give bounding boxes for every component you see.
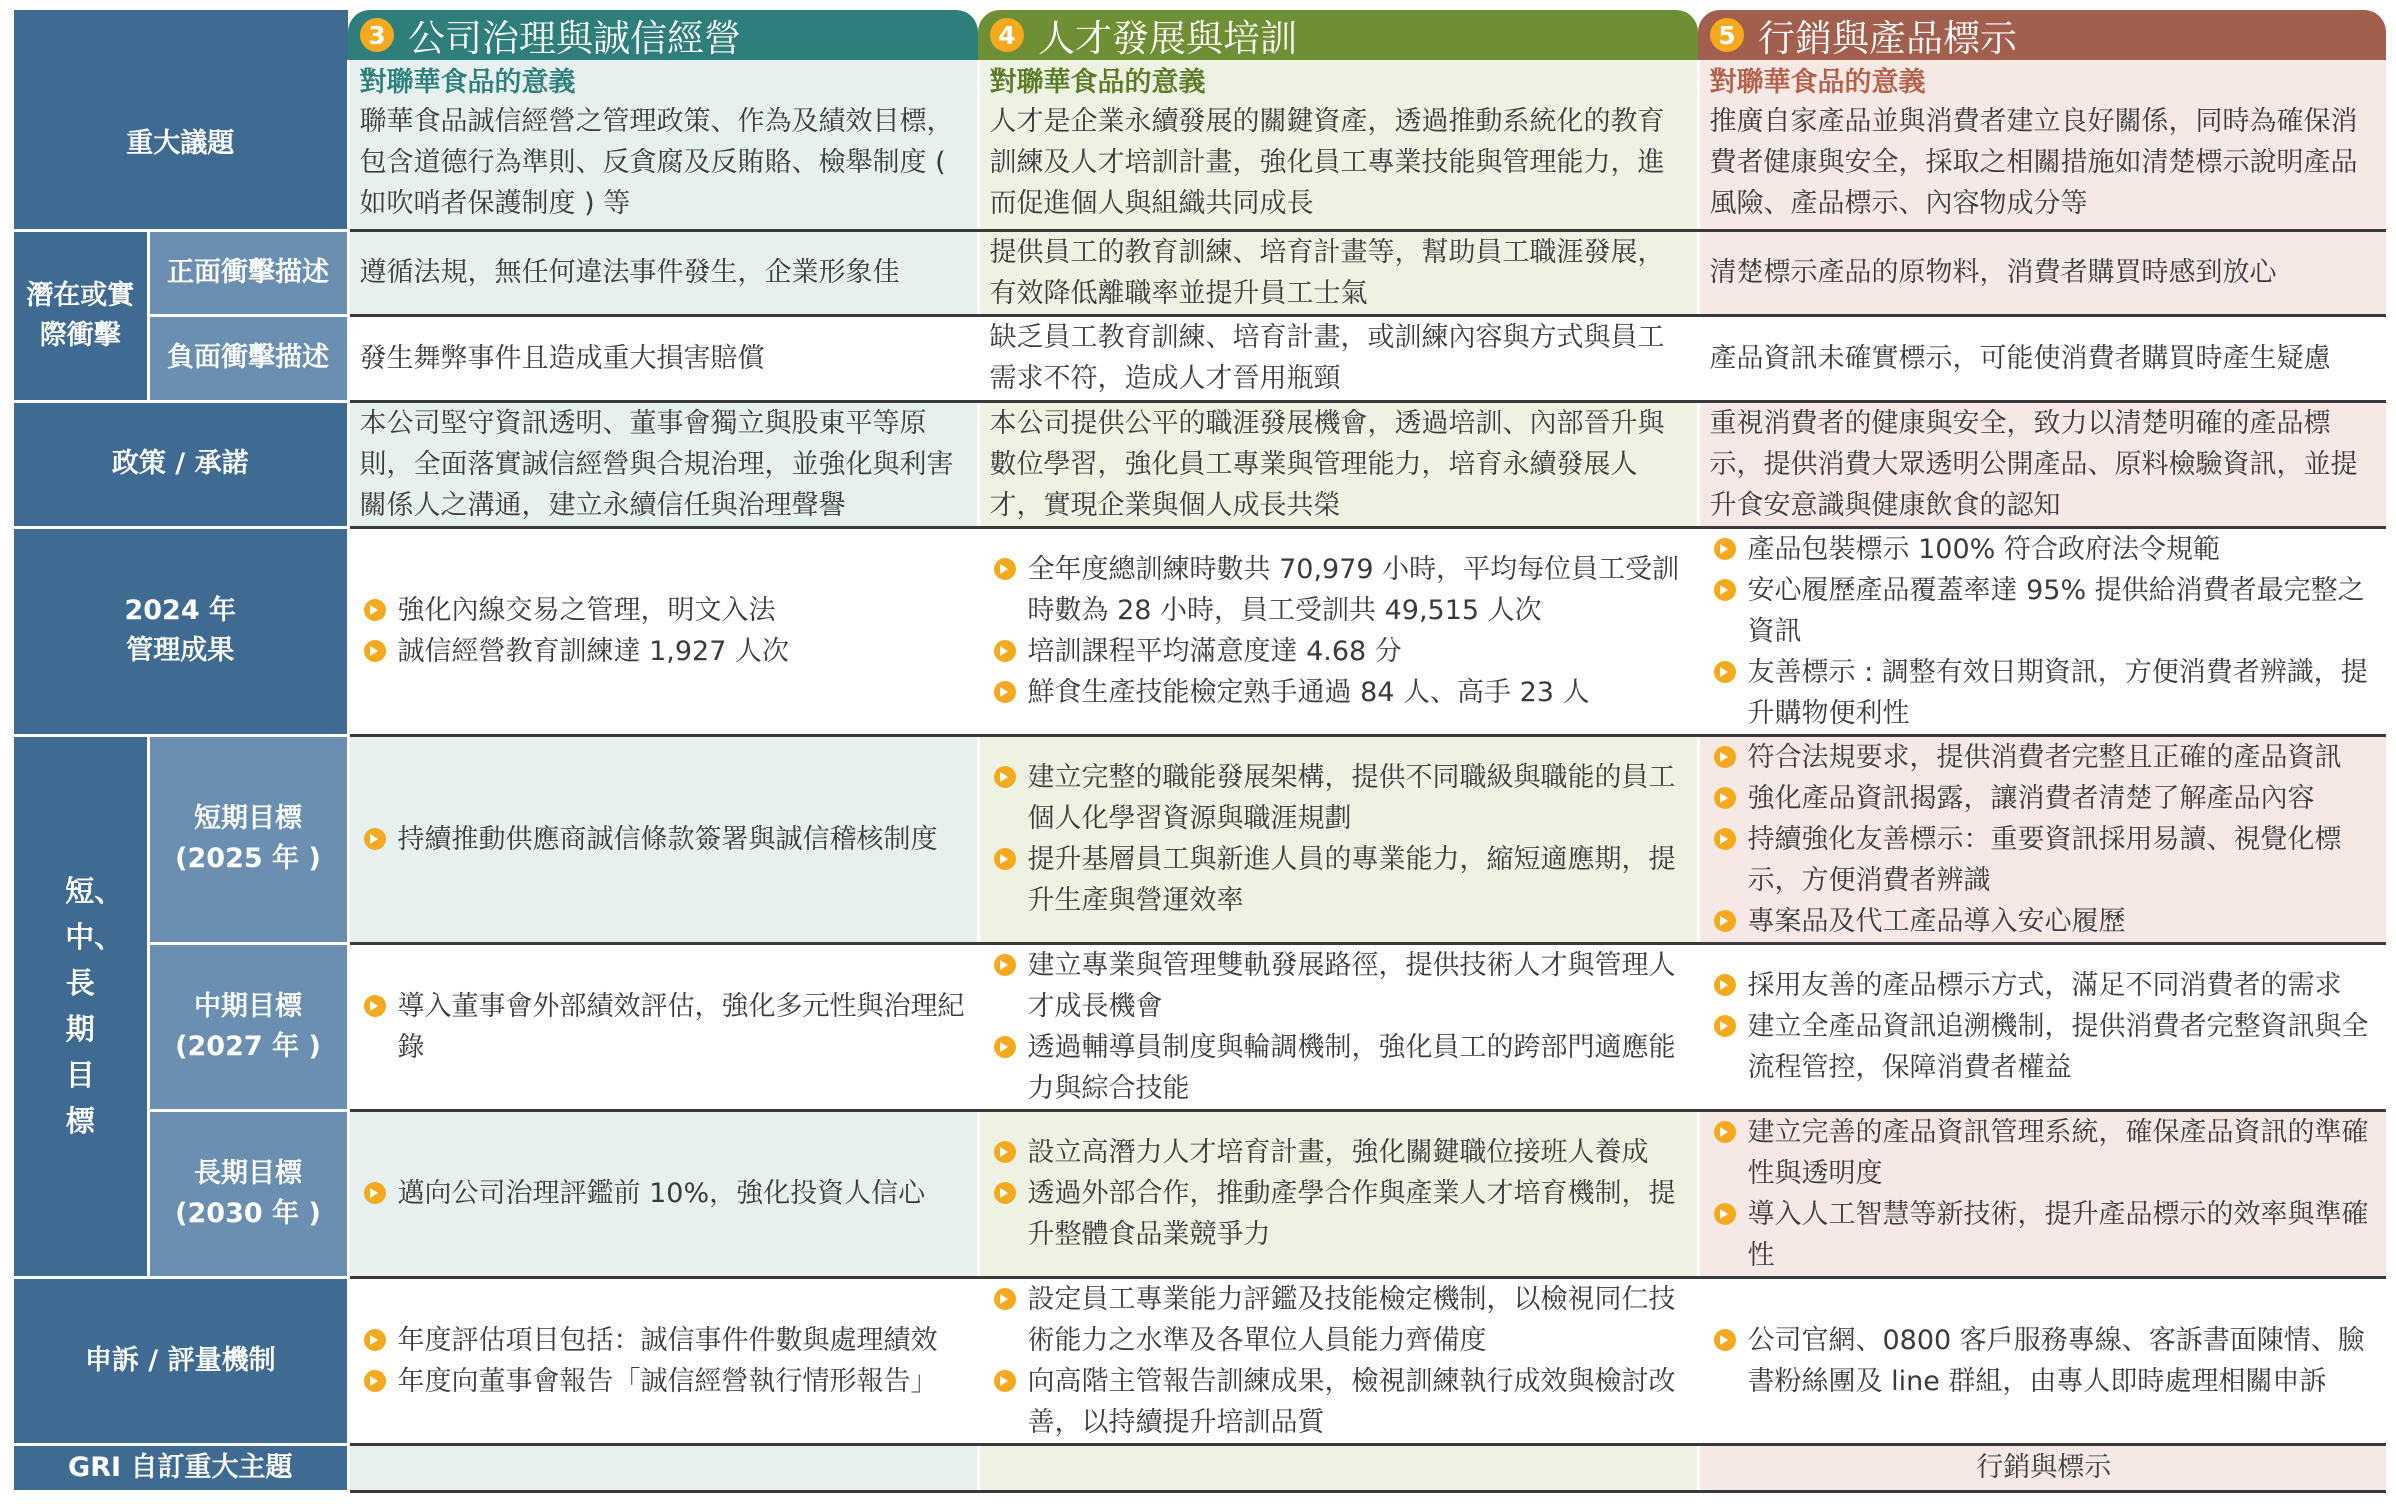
short-term-label: 短期目標 <box>194 803 302 834</box>
short-term-row <box>14 735 2386 943</box>
significance-cell <box>978 60 1698 230</box>
long-term-cell <box>1698 1110 2386 1277</box>
list-item: 建立完善的產品資訊管理系統，確保產品資訊的準確性與透明度 <box>1710 1112 2379 1194</box>
list-item: 鮮食生產技能檢定熟手通過 84 人、高手 23 人 <box>990 672 1689 713</box>
results-label: 管理成果 <box>126 635 235 666</box>
results-list <box>1710 529 2379 734</box>
list-item: 年度評估項目包括：誠信事件件數與處理績效 <box>360 1320 969 1361</box>
negative-impact-cell: 產品資訊未確實標示，可能使消費者購買時產生疑慮 <box>1698 315 2386 401</box>
row-label-impact-group <box>14 230 148 401</box>
negative-impact-cell: 缺乏員工教育訓練、培育計畫，或訓練內容與方式與員工需求不符，造成人才晉用瓶頸 <box>978 315 1698 401</box>
positive-impact-cell: 遵循法規，無任何違法事件發生，企業形象佳 <box>348 230 978 315</box>
policy-cell: 重視消費者的健康與安全，致力以清楚明確的產品標示，提供消費大眾透明公開產品、原料檢驗資訊，並提升食安意識與健康飲食的認知 <box>1698 401 2386 527</box>
list-item: 建立全產品資訊追溯機制，提供消費者完整資訊與全流程管控，保障消費者權益 <box>1710 1006 2379 1088</box>
mid-goal-list <box>990 945 1689 1109</box>
policy-cell: 本公司堅守資訊透明、董事會獨立與股東平等原則，全面落實誠信經營與合規治理，並強化與利害關係人之溝通，建立永續信任與治理聲譽 <box>348 401 978 527</box>
significance-text: 推廣自家產品並與消費者建立良好關係，同時為確保消費者健康與安全，採取之相關措施如清楚標示說明產品風險、產品標示、內容物成分等 <box>1709 105 2358 219</box>
topic-title: 人才發展與培訓 <box>1038 17 1297 60</box>
gri-row <box>14 1444 2386 1491</box>
policy-row <box>14 401 2386 527</box>
list-item: 公司官網、0800 客戶服務專線、客訴書面陳情、臉書粉絲團及 line 群組，由專人即時處理相關申訴 <box>1710 1320 2379 1402</box>
long-goal-list <box>360 1173 969 1214</box>
long-goal-list <box>990 1132 1689 1255</box>
list-item: 邁向公司治理評鑑前 10%，強化投資人信心 <box>360 1173 969 1214</box>
impact-group-label: 潛在或實際衝擊 <box>26 279 135 351</box>
short-goal-list <box>360 819 969 860</box>
row-label-gri: GRI 自訂重大主題 <box>14 1444 348 1491</box>
results-cell <box>1698 527 2386 735</box>
significance-title: 對聯華食品的意義 <box>989 66 1206 98</box>
list-item: 設立高潛力人才培育計畫，強化關鍵職位接班人養成 <box>990 1132 1689 1173</box>
significance-row <box>14 60 2386 230</box>
mid-term-label: 中期目標 <box>194 990 302 1022</box>
list-item: 透過外部合作，推動產學合作與產業人才培育機制，提升整體食品業競爭力 <box>990 1173 1689 1255</box>
grievance-list <box>990 1279 1689 1443</box>
row-label-goals-group <box>14 735 148 1277</box>
significance-cell <box>1698 60 2386 230</box>
mid-term-row <box>14 943 2386 1110</box>
long-term-label: 長期目標 <box>194 1157 302 1189</box>
list-item: 安心履歷產品覆蓋率達 95% 提供給消費者最完整之資訊 <box>1710 570 2379 652</box>
list-item: 誠信經營教育訓練達 1,927 人次 <box>360 631 969 672</box>
negative-impact-cell: 發生舞弊事件且造成重大損害賠償 <box>348 315 978 401</box>
negative-impact-row <box>14 315 2386 401</box>
row-label-results <box>14 527 348 735</box>
positive-impact-cell: 提供員工的教育訓練、培育計畫等，幫助員工職涯發展，有效降低離職率並提升員工士氣 <box>978 230 1698 315</box>
significance-title: 對聯華食品的意義 <box>1709 66 1926 98</box>
short-goal-list <box>990 757 1689 921</box>
mid-term-cell <box>348 943 978 1110</box>
grievance-list <box>1710 1320 2379 1402</box>
long-term-year: (2030 年 ) <box>175 1197 321 1229</box>
topic-number-badge: 4 <box>990 18 1024 52</box>
topic-header-marketing <box>1698 10 2386 60</box>
results-list <box>990 549 1689 713</box>
long-term-row <box>14 1110 2386 1277</box>
row-label-negative: 負面衝擊描述 <box>148 315 348 401</box>
mid-goal-list <box>360 986 969 1068</box>
mid-term-cell <box>1698 943 2386 1110</box>
short-term-year: (2025 年 ) <box>175 843 321 874</box>
gri-cell <box>978 1444 1698 1491</box>
list-item: 設定員工專業能力評鑑及技能檢定機制，以檢視同仁技術能力之水準及各單位人員能力齊備度 <box>990 1279 1689 1361</box>
list-item: 持續推動供應商誠信條款簽署與誠信稽核制度 <box>360 819 969 860</box>
long-term-cell <box>348 1110 978 1277</box>
list-item: 強化產品資訊揭露，讓消費者清楚了解產品內容 <box>1710 778 2379 819</box>
topic-number-badge: 5 <box>1710 18 1744 52</box>
row-label-material-topic: 重大議題 <box>14 60 348 230</box>
goals-group-label: 短、中、長期目標 <box>65 874 124 1138</box>
grievance-list <box>360 1320 969 1402</box>
topic-title: 行銷與產品標示 <box>1758 17 2017 60</box>
significance-title: 對聯華食品的意義 <box>359 66 576 98</box>
list-item: 持續強化友善標示：重要資訊採用易讀、視覺化標示，方便消費者辨識 <box>1710 819 2379 901</box>
grievance-row <box>14 1277 2386 1444</box>
mid-term-cell <box>978 943 1698 1110</box>
row-label-policy: 政策 / 承諾 <box>14 401 348 527</box>
short-term-cell <box>978 735 1698 943</box>
long-goal-list <box>1710 1112 2379 1276</box>
grievance-cell <box>978 1277 1698 1444</box>
list-item: 產品包裝標示 100% 符合政府法令規範 <box>1710 529 2379 570</box>
results-row <box>14 527 2386 735</box>
row-label-short-term <box>148 735 348 943</box>
positive-impact-cell: 清楚標示產品的原物料，消費者購買時感到放心 <box>1698 230 2386 315</box>
list-item: 年度向董事會報告「誠信經營執行情形報告」 <box>360 1361 969 1402</box>
significance-text: 人才是企業永續發展的關鍵資產，透過推動系統化的教育訓練及人才培訓計畫，強化員工專業技能與管理能力，進而促進個人與組織共同成長 <box>989 105 1665 219</box>
row-label-long-term <box>148 1110 348 1277</box>
results-list <box>360 590 969 672</box>
significance-text: 聯華食品誠信經營之管理政策、作為及績效目標，包含道德行為準則、反貪腐及反賄賂、檢舉制度 ( 如吹哨者保護制度 ) 等 <box>359 105 954 219</box>
long-term-cell <box>978 1110 1698 1277</box>
mid-term-year: (2027 年 ) <box>175 1030 321 1062</box>
mid-goal-list <box>1710 965 2379 1088</box>
list-item: 提升基層員工與新進人員的專業能力，縮短適應期，提升生產與營運效率 <box>990 839 1689 921</box>
topic-header-talent <box>978 10 1698 60</box>
positive-impact-row <box>14 230 2386 315</box>
list-item: 導入人工智慧等新技術，提升產品標示的效率與準確性 <box>1710 1194 2379 1276</box>
list-item: 強化內線交易之管理，明文入法 <box>360 590 969 631</box>
gri-cell: 行銷與標示 <box>1698 1444 2386 1491</box>
list-item: 建立專業與管理雙軌發展路徑，提供技術人才與管理人才成長機會 <box>990 945 1689 1027</box>
topic-number-badge: 3 <box>360 18 394 52</box>
header-corner <box>14 10 348 60</box>
list-item: 採用友善的產品標示方式，滿足不同消費者的需求 <box>1710 965 2379 1006</box>
results-year-label: 2024 年 <box>124 595 237 626</box>
list-item: 全年度總訓練時數共 70,979 小時，平均每位員工受訓時數為 28 小時，員工受訓共 49,515 人次 <box>990 549 1689 631</box>
policy-cell: 本公司提供公平的職涯發展機會，透過培訓、內部晉升與數位學習，強化員工專業與管理能力，培育永續發展人才，實現企業與個人成長共榮 <box>978 401 1698 527</box>
short-goal-list <box>1710 737 2379 942</box>
topic-title: 公司治理與誠信經營 <box>408 17 741 60</box>
row-label-positive: 正面衝擊描述 <box>148 230 348 315</box>
results-cell <box>348 527 978 735</box>
list-item: 向高階主管報告訓練成果，檢視訓練執行成效與檢討改善，以持續提升培訓品質 <box>990 1361 1689 1443</box>
grievance-cell <box>1698 1277 2386 1444</box>
short-term-cell <box>348 735 978 943</box>
grievance-cell <box>348 1277 978 1444</box>
row-label-mid-term <box>148 943 348 1110</box>
list-item: 建立完整的職能發展架構，提供不同職級與職能的員工個人化學習資源與職涯規劃 <box>990 757 1689 839</box>
list-item: 透過輔導員制度與輪調機制，強化員工的跨部門適應能力與綜合技能 <box>990 1027 1689 1109</box>
topic-header-governance <box>348 10 978 60</box>
material-topics-table <box>14 10 2386 1493</box>
list-item: 友善標示 : 調整有效日期資訊，方便消費者辨識，提升購物便利性 <box>1710 652 2379 734</box>
row-label-grievance: 申訴 / 評量機制 <box>14 1277 348 1444</box>
list-item: 專案品及代工產品導入安心履歷 <box>1710 901 2379 942</box>
list-item: 符合法規要求，提供消費者完整且正確的產品資訊 <box>1710 737 2379 778</box>
gri-cell <box>348 1444 978 1491</box>
list-item: 培訓課程平均滿意度達 4.68 分 <box>990 631 1689 672</box>
results-cell <box>978 527 1698 735</box>
header-row <box>14 10 2386 60</box>
list-item: 導入董事會外部績效評估，強化多元性與治理紀錄 <box>360 986 969 1068</box>
short-term-cell <box>1698 735 2386 943</box>
significance-cell <box>348 60 978 230</box>
